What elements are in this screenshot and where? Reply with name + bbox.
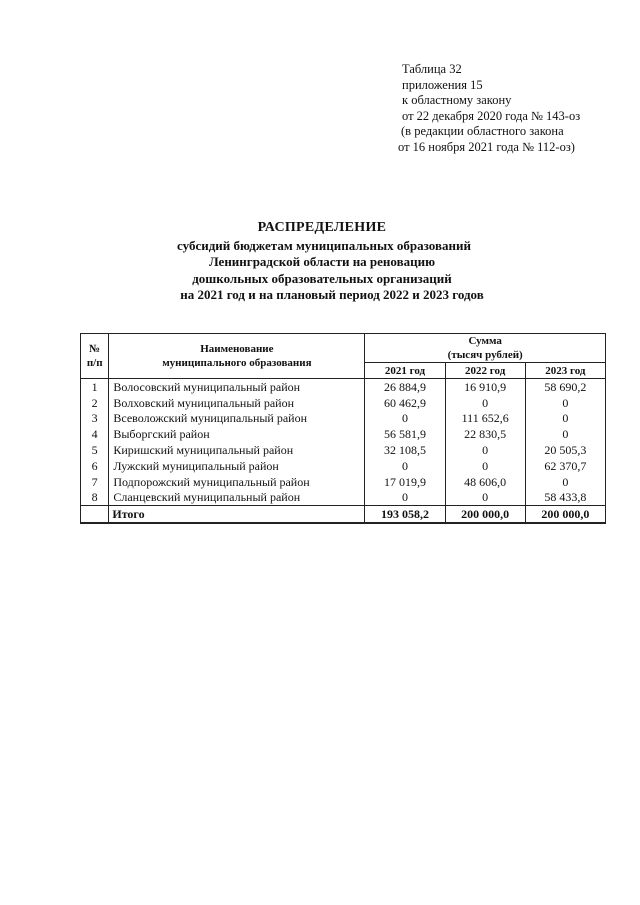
title-line: Ленинградской области на реновацию (208, 254, 436, 269)
value-2021: 17 019,9 (365, 474, 445, 490)
col-header-sum: Сумма (тысяч рублей) (365, 334, 606, 363)
law-reference-note (398, 62, 580, 155)
row-number: 5 (81, 442, 109, 458)
table-row (81, 442, 606, 458)
total-2021: 193 058,2 (365, 506, 445, 524)
table-row (81, 426, 606, 442)
distribution-table (80, 333, 606, 524)
total-label: Итого (109, 506, 365, 524)
law-date: от 22 декабря 2020 года № 143-оз (402, 108, 581, 123)
col-header-2021: 2021 год (365, 363, 445, 379)
value-2022: 48 606,0 (445, 474, 525, 490)
row-number: 3 (81, 411, 109, 427)
title-line: субсидий бюджетам муниципальных образований (177, 237, 471, 253)
value-2022: 0 (445, 458, 525, 474)
municipality-name: Выборгский район (109, 426, 365, 442)
value-2022: 0 (445, 395, 525, 411)
table-total-row (81, 506, 606, 524)
value-2021: 60 462,9 (365, 395, 445, 411)
value-2023: 20 505,3 (525, 442, 605, 458)
total-2022: 200 000,0 (445, 506, 525, 524)
value-2023: 58 690,2 (525, 379, 605, 395)
value-2021: 56 581,9 (365, 426, 445, 442)
table-row (81, 395, 606, 411)
value-2021: 0 (365, 411, 445, 427)
row-number: 6 (81, 458, 109, 474)
total-2023: 200 000,0 (525, 506, 605, 524)
value-2023: 62 370,7 (525, 458, 605, 474)
municipality-name: Киришский муниципальный район (109, 442, 365, 458)
table-number: Таблица 32 (402, 62, 462, 76)
title-line: дошкольных образовательных организаций (192, 270, 452, 286)
value-2023: 0 (525, 426, 605, 442)
table-row (81, 458, 606, 474)
value-2023: 0 (525, 411, 605, 427)
amendment-ref: (в редакции областного закона (401, 124, 564, 138)
title-main: РАСПРЕДЕЛЕНИЕ (257, 220, 387, 235)
value-2023: 0 (525, 474, 605, 490)
row-number: 1 (81, 379, 109, 395)
value-2022: 0 (445, 490, 525, 506)
amendment-date: от 16 ноября 2021 года № 112-оз) (398, 139, 575, 154)
municipality-name: Подпорожский муниципальный район (109, 474, 365, 490)
municipality-name: Всеволожский муниципальный район (109, 411, 365, 427)
document-title (0, 220, 640, 304)
value-2021: 0 (365, 490, 445, 506)
row-number: 7 (81, 474, 109, 490)
value-2022: 111 652,6 (445, 411, 525, 427)
value-2022: 0 (445, 442, 525, 458)
value-2021: 26 884,9 (365, 379, 445, 395)
row-number: 4 (81, 426, 109, 442)
law-ref: к областному закону (402, 93, 512, 107)
value-2023: 0 (525, 395, 605, 411)
municipality-name: Волховский муниципальный район (109, 395, 365, 411)
table-row (81, 379, 606, 395)
table-row (81, 411, 606, 427)
value-2022: 16 910,9 (445, 379, 525, 395)
appendix-ref: приложения 15 (402, 77, 483, 92)
value-2022: 22 830,5 (445, 426, 525, 442)
value-2021: 0 (365, 458, 445, 474)
col-header-number: № п/п (81, 334, 109, 379)
row-number: 8 (81, 490, 109, 506)
municipality-name: Лужский муниципальный район (109, 458, 365, 474)
value-2023: 58 433,8 (525, 490, 605, 506)
title-line: на 2021 год и на плановый период 2022 и 2023 годов (180, 287, 484, 302)
row-number: 2 (81, 395, 109, 411)
col-header-2023: 2023 год (525, 363, 605, 379)
table-row (81, 474, 606, 490)
col-header-name: Наименование муниципального образования (109, 334, 365, 379)
table-row (81, 490, 606, 506)
municipality-name: Сланцевский муниципальный район (109, 490, 365, 506)
municipality-name: Волосовский муниципальный район (109, 379, 365, 395)
value-2021: 32 108,5 (365, 442, 445, 458)
col-header-2022: 2022 год (445, 363, 525, 379)
